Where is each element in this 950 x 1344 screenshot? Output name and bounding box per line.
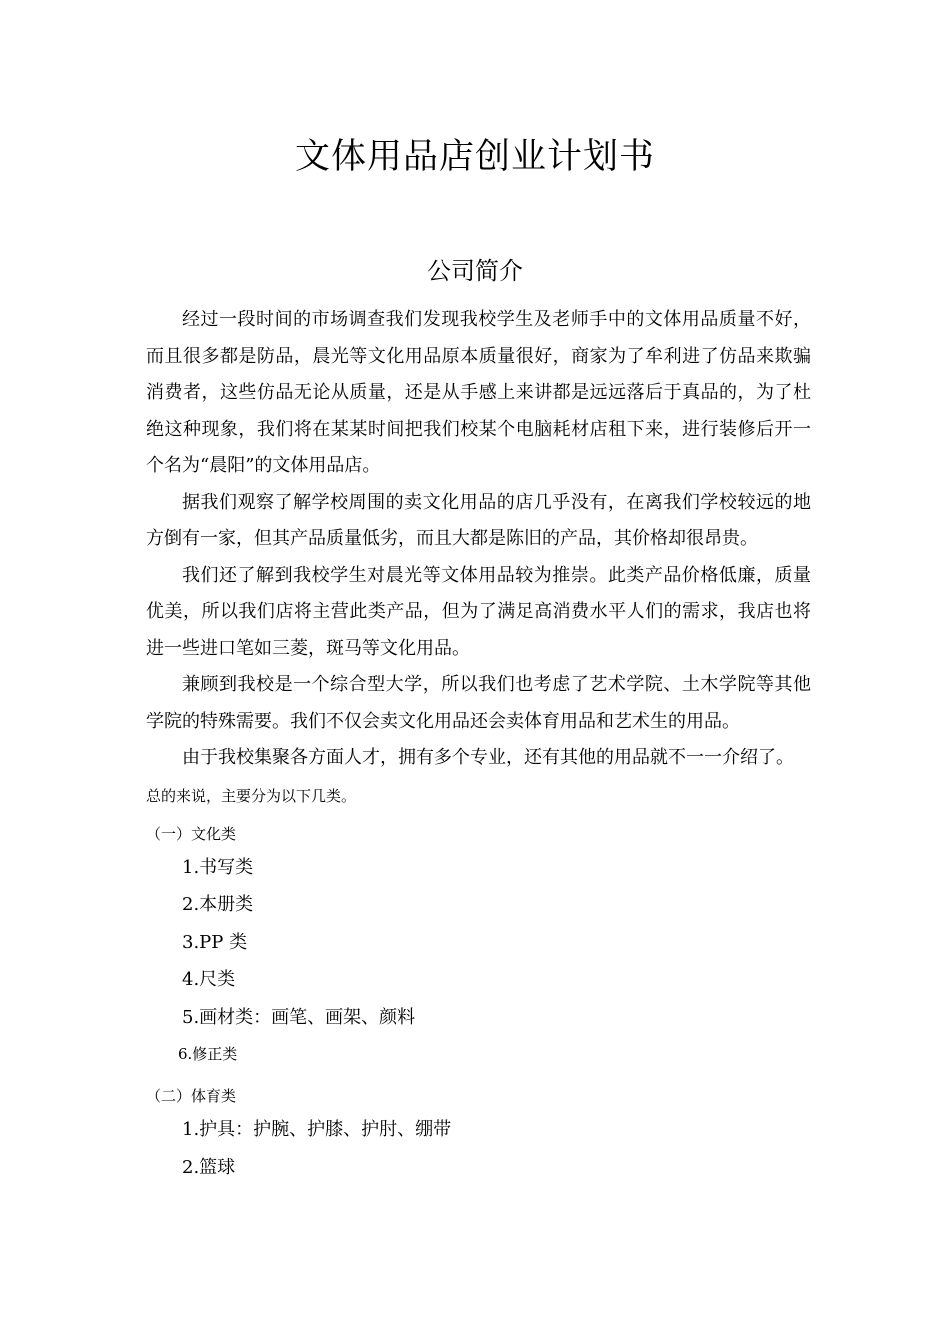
- document-title: 文体用品店创业计划书: [294, 137, 655, 177]
- paragraph: 据我们观察了解学校周围的卖文化用品的店几乎没有，在离我们学校较远的地方倒有一家，但其产品质量低劣，而且大都是陈旧的产品，其价格却很昂贵。: [146, 491, 811, 549]
- list-item: 1.护具：护腕、护膝、护肘、绷带: [182, 1119, 452, 1140]
- list-item: 2.本册类: [182, 894, 254, 915]
- list-item: 6.修正类: [178, 1045, 238, 1063]
- paragraph: 经过一段时间的市场调查我们发现我校学生及老师手中的文体用品质量不好，而且很多都是防品，晨光等文化用品原本质量很好，商家为了牟利进了仿品来欺骗消费者，这些仿品无论从质量，还是从手感上来讲都是远远落后于真品的，为了杜绝这种现象，我们将在某某时间把我们校某个电脑耗材店租下来，进行装修后开一个名为“晨阳”的文体用品店。: [146, 309, 811, 476]
- paragraph: 我们还了解到我校学生对晨光等文体用品较为推崇。此类产品价格低廉，质量优美，所以我们店将主营此类产品，但为了满足高消费水平人们的需求，我店也将进一些进口笔如三菱，斑马等文化用品。: [146, 564, 811, 659]
- paragraph: 由于我校集聚各方面人才，拥有多个专业，还有其他的用品就不一一介绍了。: [182, 747, 794, 768]
- list-item: 2.篮球: [182, 1156, 236, 1178]
- paragraph: 兼顾到我校是一个综合型大学，所以我们也考虑了艺术学院、土木学院等其他学院的特殊需要。我们不仅会卖文化用品还会卖体育用品和艺术生的用品。: [146, 674, 811, 732]
- summary-line: 总的来说，主要分为以下几类。: [146, 786, 357, 805]
- list-item: 5.画材类：画笔、画架、颜料: [182, 1006, 416, 1028]
- list-item: 4.尺类: [182, 969, 236, 990]
- document-body: [146, 302, 811, 1186]
- category-heading: （二）体育类: [146, 1087, 237, 1105]
- list-item: 3.PP 类: [182, 931, 248, 953]
- list-item: 1.书写类: [182, 856, 254, 878]
- section-title: 公司简介: [427, 257, 523, 285]
- category-heading: （一）文化类: [146, 824, 237, 843]
